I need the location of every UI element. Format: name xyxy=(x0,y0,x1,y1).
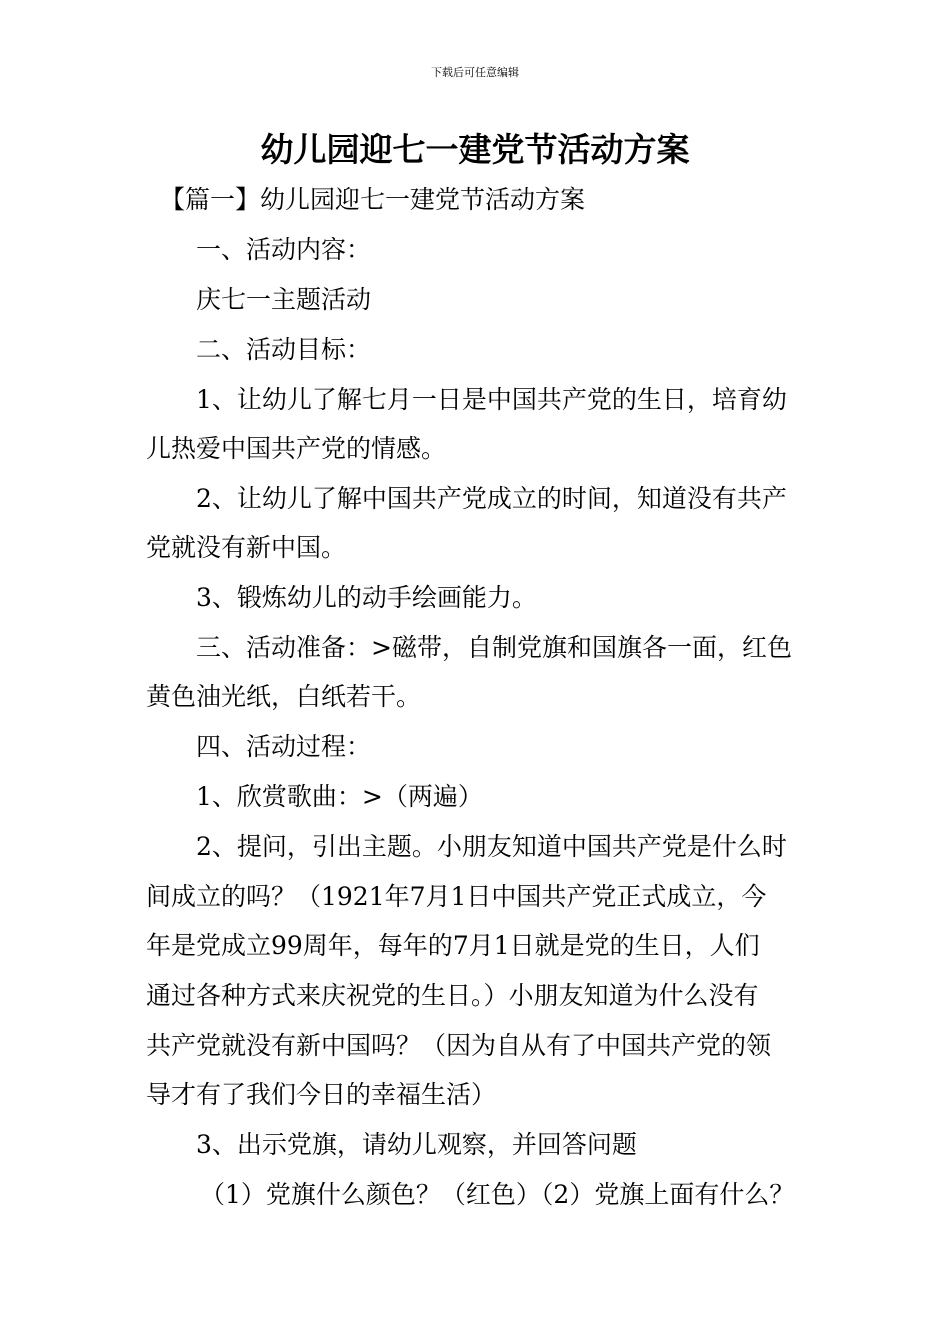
section-heading: 【篇一】幼儿园迎七一建党节活动方案 xyxy=(160,185,586,214)
paragraph-line: 党就没有新中国。 xyxy=(146,533,347,562)
paragraph-line: 3、出示党旗，请幼儿观察，并回答问题 xyxy=(196,1130,637,1159)
paragraph-line: 通过各种方式来庆祝党的生日。）小朋友知道为什么没有 xyxy=(146,981,759,1010)
paragraph-line: 3、锻炼幼儿的动手绘画能力。 xyxy=(196,583,537,612)
paragraph-line: 三、活动准备：>磁带，自制党旗和国旗各一面，红色 xyxy=(196,633,792,662)
paragraph-line: 儿热爱中国共产党的情感。 xyxy=(146,434,447,463)
paragraph-line: （1）党旗什么颜色？（红色）（2）党旗上面有什么？ xyxy=(200,1180,795,1209)
paragraph-line: 导才有了我们今日的幸福生活） xyxy=(146,1080,497,1109)
paragraph-line: 黄色油光纸，白纸若干。 xyxy=(146,682,422,711)
document-title: 幼儿园迎七一建党节活动方案 xyxy=(260,130,690,169)
paragraph-line: 2、让幼儿了解中国共产党成立的时间，知道没有共产 xyxy=(196,484,787,513)
paragraph-line: 间成立的吗？（1921年7月1日中国共产党正式成立，今 xyxy=(146,882,767,911)
paragraph-line: 二、活动目标： xyxy=(196,335,372,364)
paragraph-line: 1、欣赏歌曲：>（两遍） xyxy=(196,782,483,811)
paragraph-line: 1、让幼儿了解七月一日是中国共产党的生日，培育幼 xyxy=(196,385,787,414)
paragraph-line: 共产党就没有新中国吗？（因为自从有了中国共产党的领 xyxy=(146,1031,772,1060)
paragraph-line: 庆七一主题活动 xyxy=(196,285,372,314)
header-note: 下载后可任意编辑 xyxy=(431,66,519,79)
paragraph-line: 四、活动过程： xyxy=(196,732,372,761)
paragraph-line: 2、提问，引出主题。小朋友知道中国共产党是什么时 xyxy=(196,832,787,861)
paragraph-line: 年是党成立99周年，每年的7月1日就是党的生日，人们 xyxy=(146,931,760,960)
paragraph-line: 一、活动内容： xyxy=(196,235,372,264)
